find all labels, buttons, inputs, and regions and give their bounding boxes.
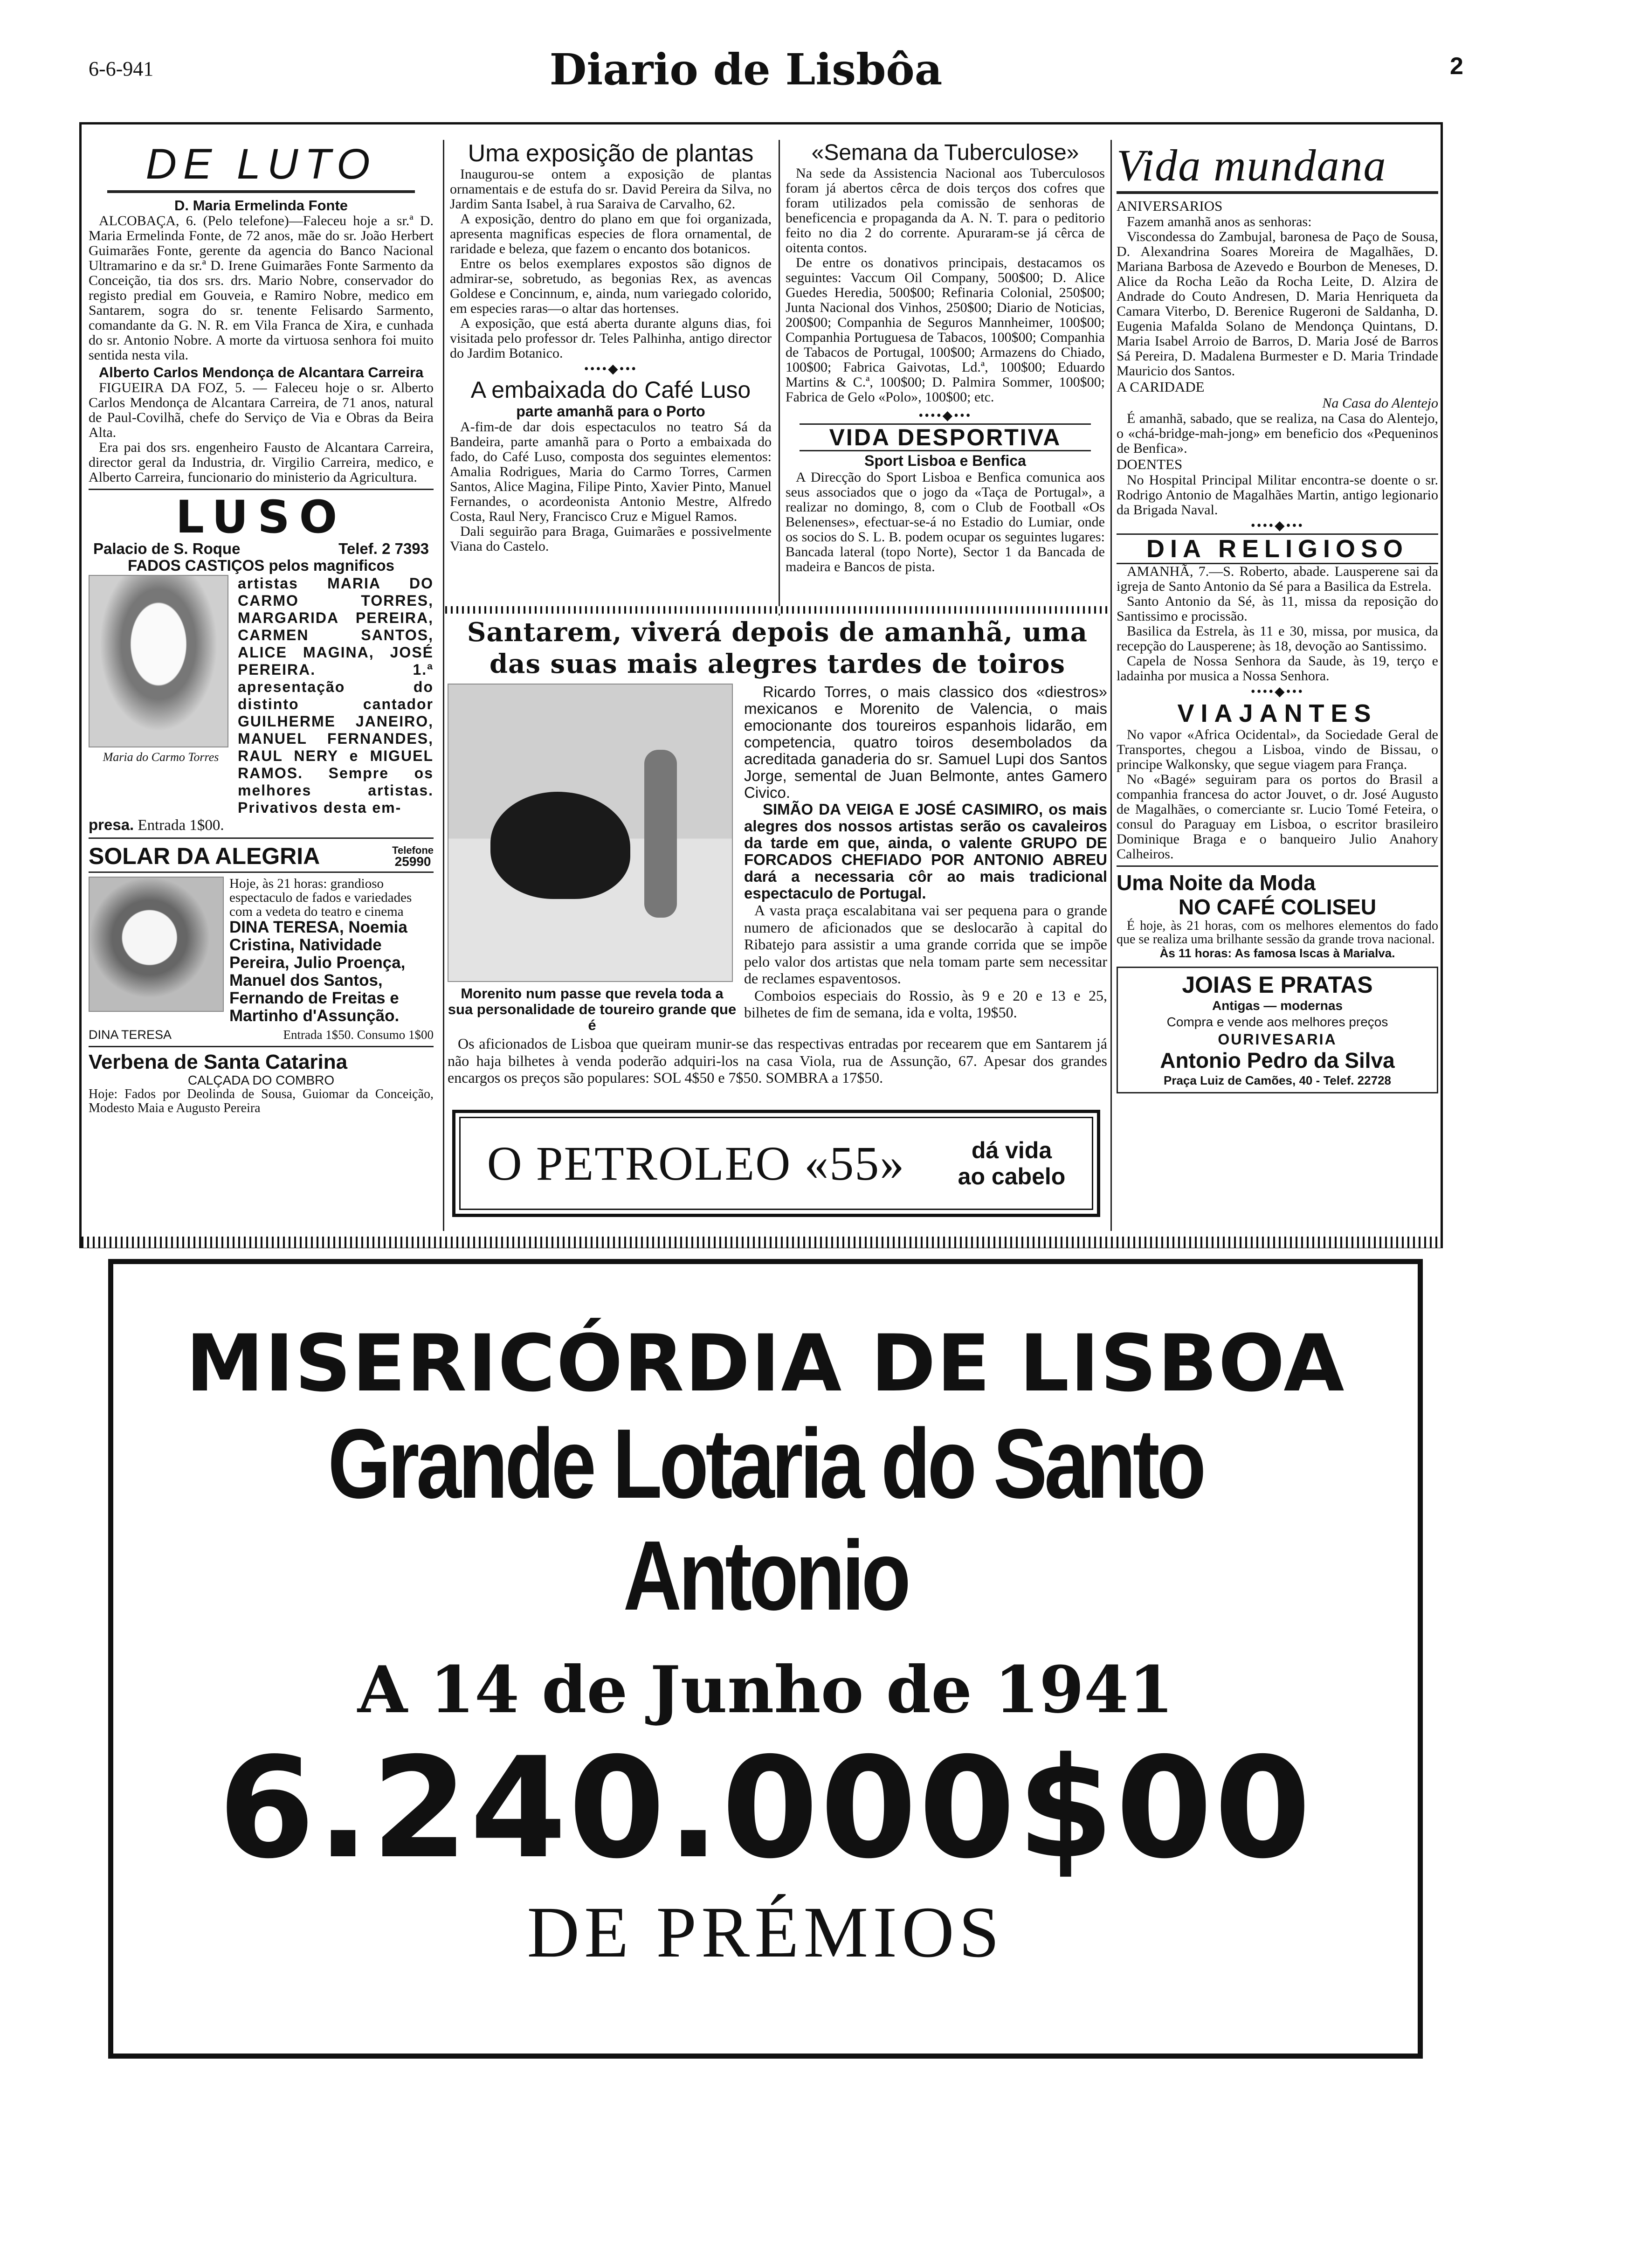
article-paragraph: Dali seguirão para Braga, Guimarães e possivelmente Viana do Castelo.	[450, 524, 772, 554]
article-paragraph: Entre os belos exemplares expostos são dignos de admirar-se, sobretudo, as begonias Rex, as avencas Goldese e Concinnum, e, ainda, num variegado colorido, em especies raras—o altar das hortenses.	[450, 256, 772, 316]
article-paragraph: Comboios especiais do Rossio, às 9 e 20 e 13 e 25, bilhetes de fim de semana, ida e volta, 19$50.	[744, 987, 1107, 1021]
petroleo-slogan	[958, 1137, 1066, 1189]
luso-text: artistas MARIA DO CARMO TORRES, MARGARIDA PEREIRA, CARMEN SANTOS, ALICE MAGINA, JOSÉ PEREIRA. 1.ª apresentação do distinto cantador GUILHERME JANEIRO, MANUEL FERNANDES, RAUL NERY e MIGUEL RAMOS. Sempre os melhores artistas. Privativos desta em-	[238, 575, 434, 816]
tuberculose-title: «Semana da Tuberculose»	[811, 140, 1079, 165]
moda-text: É hoje, às 21 horas, com os melhores elementos do fado que se realiza uma brilhante sessão da grande trova nacional.	[1117, 919, 1438, 947]
luso-ad	[89, 575, 434, 816]
desportiva-subtitle: Sport Lisboa e Benfica	[864, 452, 1026, 469]
divider	[107, 190, 415, 193]
embaixada-title: A embaixada do Café Luso	[470, 377, 751, 403]
santarem-body	[448, 684, 1107, 1033]
singer-photo	[89, 575, 228, 747]
obituary-name: D. Maria Ermelinda Fonte	[174, 197, 348, 214]
solar-ad	[89, 877, 434, 1025]
section-label: DOENTES	[1117, 456, 1183, 472]
luso-intro: FADOS CASTIÇOS pelos magnificos	[127, 557, 395, 574]
bullfight-photo	[448, 684, 733, 982]
solar-text: Hoje, às 21 horas: grandioso espectaculo de fados e variedades com a vedeta do teatro e cinema	[229, 876, 412, 919]
column-rule	[443, 615, 444, 1231]
photo-caption: Maria do Carmo Torres	[103, 750, 219, 764]
page-header	[0, 0, 1641, 112]
section-label: A CARIDADE	[1117, 379, 1205, 395]
santarem-tickets: Os aficionados de Lisboa que queiram munir-se das respectivas entradas por recearem que em Santarem já não haja bilhetes à venda poderão adquiri-los na casa Viola, rua de Assunção, 67. Apesar dos grandes encargos os preços são populares: SOL 4$50 e 7$50. SOMBRA a 17$50.	[448, 1035, 1107, 1086]
bullfight-photo-block	[448, 684, 737, 1033]
santarem-column	[744, 684, 1107, 1033]
section-label: ANIVERSARIOS	[1117, 198, 1223, 214]
column-rule	[443, 140, 444, 615]
verbena-text: Hoje: Fados por Deolinda de Sousa, Guiomar da Conceição, Modesto Maia e Augusto Pereira	[89, 1087, 434, 1115]
divider	[89, 1046, 434, 1047]
lottery-issuer: MISERICÓRDIA DE LISBOA	[186, 1318, 1345, 1409]
article-paragraph: A-fim-de dar dois espectaculos no teatro Sá da Bandeira, parte amanhã para o Porto a embaixada do fado, do Café Luso, composta dos seguintes elementos: Amalia Rodrigues, Maria do Carmo Torres, Carmen Santos, Alice Magina, Filipe Pinto, Xavier Pinto, Manuel Fernandes, o acordeonista Antonio Mestre, Alfredo Costa, Raul Nery, Francisco Cruz e Miguel Ramos.	[450, 419, 772, 524]
photo-caption: Morenito num passe que revela toda a sua personalidade de toureiro grande que é	[448, 985, 737, 1033]
lottery-prize-label: DE PRÉMIOS	[527, 1892, 1004, 1972]
joias-sub: Compra e vende aos melhores preços	[1166, 1015, 1388, 1029]
viajantes-title: VIAJANTES	[1177, 699, 1378, 727]
article-paragraph: A exposição, dentro do plano em que foi organizada, apresenta magnificas especies de flora ornamental, de raridade e beleza, que fazem o encanto dos botanicos.	[450, 211, 772, 256]
obituary-name: Alberto Carlos Mendonça de Alcantara Carreira	[98, 364, 424, 380]
moda-title: Uma Noite da Moda	[1117, 871, 1316, 895]
ornament: ••••◆•••	[584, 362, 638, 376]
luso-tail: presa.	[89, 816, 134, 833]
petroleo-name: O PETROLEO «55»	[487, 1136, 905, 1190]
article-paragraph: Na sede da Assistencia Nacional aos Tuberculosos foram já abertos cêrca de dois terços dos cofres que foram utilizados pela comissão de senhoras de beneficencia e propaganda da A. N. T. para o peditorio feito no dia 2 do corrente. Apuraram-se já cêrca de oitenta contos.	[786, 166, 1105, 256]
petroleo-inner	[459, 1117, 1093, 1210]
lottery-ad	[108, 1259, 1423, 2059]
lottery-date: A 14 de Junho de 1941	[357, 1652, 1174, 1728]
divider	[89, 489, 434, 490]
joias-shop: OURIVESARIA	[1218, 1031, 1337, 1048]
article-paragraph: No «Bagé» seguiram para os portos do Brasil a companhia francesa do actor Jouvet, o dr. José Augusto de Magalhães, o comerciante sr. Lucio Tomé Feteira, o consul do Paraguay em Lisboa, o escritor brasileiro Dominique Braga e o banqueiro Julio Anahory Calheiros.	[1117, 772, 1438, 862]
luso-price-line	[89, 816, 434, 834]
joias-sub: Antigas — modernas	[1212, 998, 1343, 1013]
santarem-headline: Santarem, viverá depois de amanhã, uma das suas mais alegres tardes de toiros	[467, 617, 1088, 679]
article-paragraph: No vapor «Africa Ocidental», da Sociedade Geral de Transportes, chegou a Lisboa, vindo de Bissau, o principe Walkonsky, que segue viagem para França.	[1117, 727, 1438, 772]
masthead: Diario de Lisbôa	[549, 44, 943, 95]
ornament: ••••◆•••	[918, 408, 972, 423]
joias-address: Praça Luiz de Camões, 40 - Telef. 22728	[1164, 1073, 1391, 1087]
article-paragraph: Inaugurou-se ontem a exposição de plantas ornamentais e de estufa do sr. David Pereira da Silva, no Jardim Santa Isabel, à rua Saraiva de Carvalho, 62.	[450, 166, 772, 212]
article-paragraph: A exposição, que está aberta durante alguns dias, foi visitada pelo professor dr. Teles Palhinha, antigo director do Jardim Botanico.	[450, 316, 772, 361]
article-paragraph: Capela de Nossa Senhora da Saude, às 19, terço e ladainha por musica a Nossa Senhora.	[1117, 653, 1438, 684]
lottery-name: Grande Lotaria do Santo Antonio	[328, 1408, 1203, 1631]
obituary-text: Era pai dos srs. engenheiro Fausto de Alcantara Carreira, director geral da Industria, dr. Virgilio Carreira, medico, e Alberto Carreira, funcionario do ministerio da Agricultura.	[89, 440, 434, 485]
issue-date: 6-6-941	[89, 57, 154, 80]
plantas-title: Uma exposição de plantas	[468, 140, 754, 167]
bull-shape	[490, 792, 630, 899]
decorative-rule	[82, 1237, 1441, 1248]
slogan-line: ao cabelo	[958, 1163, 1066, 1189]
moda-title-2: NO CAFÉ COLISEU	[1178, 895, 1377, 919]
santarem-cavaleiros: SIMÃO DA VEIGA E JOSÉ CASIMIRO, os mais alegres dos nossos artistas serão os cavaleiros da tarde em que, ainda, o valente GRUPO DE FORCADOS CHEFIADO POR ANTONIO ABREU dará a necessaria côr ao mais tradicional espectaculo de Portugal.	[744, 801, 1107, 902]
article-paragraph: Basilica da Estrela, às 11 e 30, missa, por musica, da recepção do Lausperene; às 18, devoção ao Santissimo.	[1117, 623, 1438, 654]
article-paragraph: É amanhã, sabado, que se realiza, na Casa do Alentejo, o «chá-bridge-mah-jong» em beneficio dos «Pequeninos de Benfica».	[1117, 411, 1438, 456]
column-2	[450, 140, 772, 615]
verbena-title: Verbena de Santa Catarina	[89, 1051, 348, 1073]
matador-shape	[644, 750, 677, 918]
article-paragraph: Viscondessa do Zambujal, baronesa de Paço de Sousa, D. Alexandrina Soares Moreira de Magalhães, D. Mariana Barbosa de Azevedo e Bourbon de Meneses, D. Alice da Rocha Leão da Rocha Leite, D. Alzira de Andrade do Couto Andresen, D. Maria Henriqueta da Camara Viterbo, D. Berenice Rugeroni de Saldanha, D. Eugenia Mafalda Solano de Mendonça Quintans, D. Maria Isabel Arroio de Barros, D. Maria José de Barros Sá Pereira, D. Madalena Burmester e D. Maria Trindade Mauricio dos Santos.	[1117, 229, 1438, 379]
santarem-lead: Ricardo Torres, o mais classico dos «diestros» mexicanos e Morenito de Valencia, o mais emocionante dos toureiros espanhois lidarão, em competencia, quatro toiros desembolados da acreditada ganaderia do sr. Samuel Lupi dos Santos Jorge, semental de Juan Belmonte, antes Gamero Civico.	[744, 683, 1107, 801]
luso-title: LUSO	[175, 491, 347, 543]
column-3	[786, 140, 1105, 615]
column-rule	[1110, 140, 1112, 1231]
luso-phone: Telef. 2 7393	[338, 540, 429, 557]
desportiva-title: VIDA DESPORTIVA	[800, 423, 1091, 451]
obituary-text: FIGUEIRA DA FOZ, 5. — Faleceu hoje o sr. Alberto Carlos Mendonça de Alcantara Carreira, de 71 anos, natural de Paul-Covilhã, chefe do Serviço de Via e Obras da Beira Alta.	[89, 380, 434, 440]
dina-teresa-photo	[89, 877, 224, 1012]
solar-header	[89, 843, 434, 870]
article-paragraph: Santo Antonio da Sé, às 11, missa da reposição do Santissimo e procissão.	[1117, 594, 1438, 624]
article-paragraph: De entre os donativos principais, destacamos os seguintes: Vaccum Oil Company, 500$00; D. Alice Guedes Heredia, 500$00; Refinaria Colonial, 250$00; Junta Nacional dos Vinhos, 250$00; Diario de Noticias, 200$00; Companhia de Seguros Mannheimer, 100$00; Companhia Portuguesa de Tabacos, 100$00; Companhia de Tabacos de Portugal, 100$00; Armazens do Chiado, 100$00; Fabrica Gaivotas, Ld.ª, 100$00; Eduardo Martins & C.ª, 100$00; D. Palmira Sommer, 100$00; Fabrica de Gelo «Polo», 100$00; etc.	[786, 255, 1105, 405]
lottery-prize: 6.240.000$00	[218, 1728, 1313, 1889]
section-sublabel: Na Casa do Alentejo	[1322, 395, 1438, 411]
solar-footer	[89, 1028, 434, 1042]
article-paragraph: Fazem amanhã anos as senhoras:	[1127, 214, 1312, 229]
divider	[1117, 191, 1438, 194]
solar-phone-block	[392, 845, 434, 867]
article-paragraph: AMANHÃ, 7.—S. Roberto, abade. Lausperene sai da igreja de Santo Antonio da Sé para a Basilica da Estrela.	[1117, 564, 1438, 594]
joias-title: JOIAS E PRATAS	[1182, 972, 1373, 998]
article-paragraph: A vasta praça escalabitana vai ser pequena para o grande numero de aficionados que se deslocarão à capital do Ribatejo para assistir a uma grande corrida que se impõe pelo valor dos artistas que nela tomam parte sem necessitar de reclames espaventosos.	[744, 902, 1107, 987]
page-number: 2	[1450, 53, 1463, 80]
embaixada-subtitle: parte amanhã para o Porto	[516, 403, 705, 420]
decorative-rule	[445, 606, 1110, 614]
divider	[89, 871, 434, 873]
solar-text-block	[229, 877, 434, 1025]
moda-tail: Às 11 horas: As famosa Iscas à Marialva.	[1159, 946, 1395, 960]
luso-address: Palacio de S. Roque	[93, 540, 241, 557]
column-1	[89, 140, 434, 1236]
solar-phone: 25990	[394, 854, 431, 869]
solar-title: SOLAR DA ALEGRIA	[89, 843, 320, 869]
ornament: ••••◆•••	[1250, 685, 1304, 699]
solar-artists: DINA TERESA, Noemia Cristina, Natividade Pereira, Julio Proença, Manuel dos Santos, Fernando de Freitas e Martinho d'Assunção.	[229, 918, 407, 1025]
solar-prices: Entrada 1$50. Consumo 1$00	[283, 1028, 434, 1042]
petroleo-ad	[452, 1110, 1100, 1217]
article-paragraph: No Hospital Principal Militar encontra-se doente o sr. Rodrigo Antonio de Magalhães Martin, antigo legionario da Brigada Naval.	[1117, 472, 1438, 518]
divider	[89, 837, 434, 839]
column-rule	[779, 140, 780, 615]
joias-name: Antonio Pedro da Silva	[1160, 1048, 1395, 1072]
slogan-line: dá vida	[971, 1137, 1052, 1163]
ornament: ••••◆•••	[1250, 519, 1304, 533]
photo-caption: DINA TERESA	[89, 1028, 172, 1042]
joias-ad	[1117, 967, 1438, 1093]
obituary-text: ALCOBAÇA, 6. (Pelo telefone)—Faleceu hoje a sr.ª D. Maria Ermelinda Fonte, de 72 anos, mãe do sr. João Herbert Guimarães Fonte, gerente da agencia do Banco Nacional Ultramarino e da sr.ª D. Irene Guimarães Fonte Sarmento da Conceição, tia dos srs. drs. Mario Nobre, conservador do registo predial em Gouveia, e Ramiro Nobre, medico em Santarem, sogra do sr. tenente Felisardo Sarmento, comandante da G. N. R. em Vila Franca de Xira, e cunhada do sr. Antonio Nobre. A morte da virtuosa senhora foi muito sentida nesta vila.	[89, 213, 434, 363]
luto-title: DE LUTO	[145, 140, 377, 188]
solar-phone-label: Telefone	[392, 844, 434, 856]
luso-price: Entrada 1$00.	[138, 817, 224, 834]
religioso-title: DIA RELIGIOSO	[1117, 533, 1438, 564]
divider	[1117, 865, 1438, 867]
verbena-subtitle: CALÇADA DO COMBRO	[187, 1073, 335, 1087]
luso-photo-block	[89, 575, 233, 816]
mundana-title: Vida mundana	[1117, 140, 1387, 190]
article-paragraph: A Direcção do Sport Lisboa e Benfica comunica aos seus associados que o jogo da «Taça de Portugal», a realizar no domingo, 8, com o Club de Football «Os Belenenses», efectuar-se-á no Estadio do Lumiar, onde os socios do S. L. B. podem ocupar os seguintes lugares: Bancada lateral (topo Norte), Sector 1 da Bancada de madeira e Bancos de pista.	[786, 470, 1105, 574]
column-4	[1117, 140, 1438, 1236]
